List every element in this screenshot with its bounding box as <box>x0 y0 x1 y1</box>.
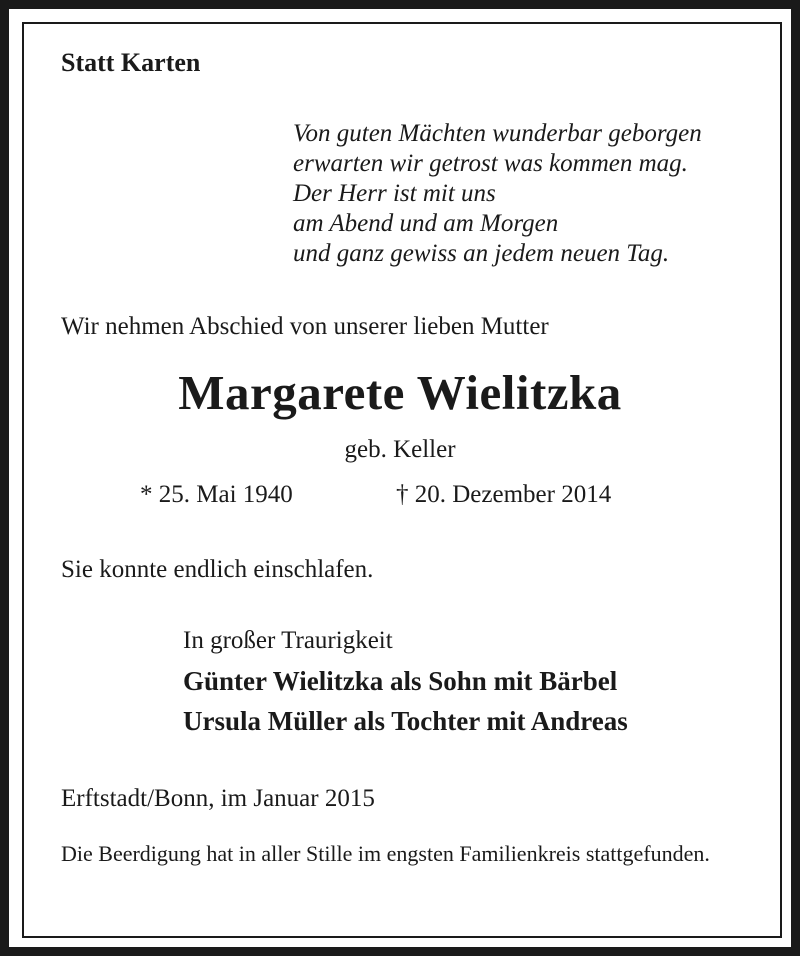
mourner-name: Ursula Müller als Tochter mit Andreas <box>183 706 628 736</box>
closing-sentence: Sie konnte endlich einschlafen. <box>61 556 374 583</box>
poem-line: am Abend und am Morgen <box>293 210 559 237</box>
mourner-name: Günter Wielitzka als Sohn mit Bärbel <box>183 666 618 696</box>
poem-line: Von guten Mächten wunderbar geborgen <box>293 120 702 147</box>
poem-line: Der Herr ist mit uns <box>293 180 496 207</box>
funeral-notice: Die Beerdigung hat in aller Stille im engsten Familienkreis stattgefunden. <box>61 841 710 866</box>
deceased-name: Margarete Wielitzka <box>178 365 622 420</box>
poem-line: und ganz gewiss an jedem neuen Tag. <box>293 240 670 267</box>
place-date: Erftstadt/Bonn, im Januar 2015 <box>61 785 375 812</box>
death-date: † 20. Dezember 2014 <box>396 481 612 508</box>
mourning-intro: In großer Traurigkeit <box>183 627 393 654</box>
maiden-name: geb. Keller <box>344 436 456 463</box>
heading: Statt Karten <box>61 48 201 77</box>
poem <box>293 119 702 269</box>
birth-date: * 25. Mai 1940 <box>140 481 293 508</box>
farewell-intro: Wir nehmen Abschied von unserer lieben Mutter <box>61 313 549 340</box>
poem-line: erwarten wir getrost was kommen mag. <box>293 150 688 177</box>
